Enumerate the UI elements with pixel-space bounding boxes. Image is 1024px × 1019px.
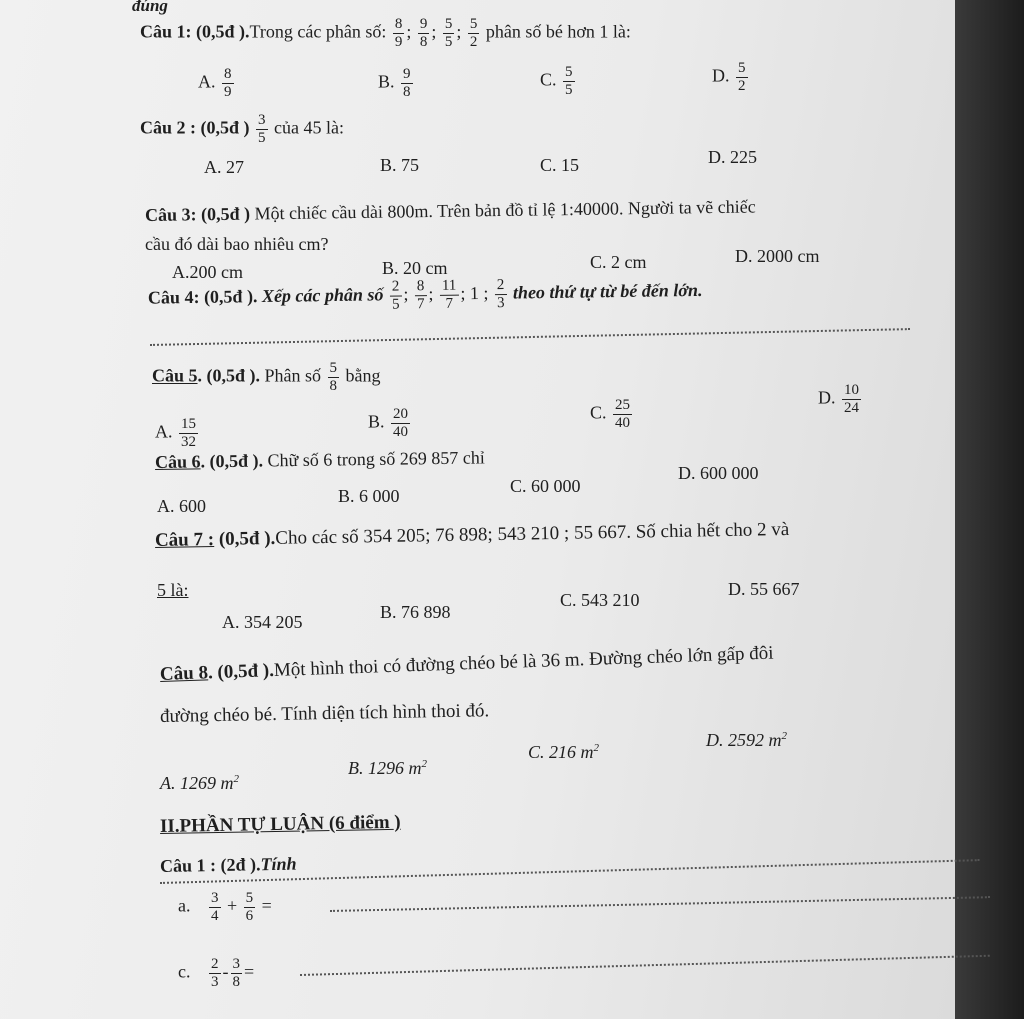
fraction: $\frac{9}{8}$	[419, 16, 428, 50]
question-2: Câu 2 : (0,5đ ) $\frac{3}{5}$ của 45 là:	[140, 112, 344, 146]
question-5: Câu 5. (0,5đ ). Phân số $\frac{5}{8}$ bằng	[152, 360, 381, 394]
fraction: $\frac{8}{9}$	[394, 16, 403, 50]
q1-option-b[interactable]: B. $\frac{9}{8}$	[378, 66, 411, 100]
exercise-c: c. $\frac{2}{3}$ - $\frac{3}{8}$ =	[178, 956, 255, 990]
q7-option-c[interactable]: C. 543 210	[560, 590, 640, 610]
question-8: Câu 8. (0,5đ ).Một hình thoi có đường chéo bé là 36 m. Đường chéo lớn gấp đôi	[159, 642, 774, 685]
q5-option-b[interactable]: B. $\frac{20}{40}$	[368, 406, 409, 440]
q1-option-c[interactable]: C. $\frac{5}{5}$	[540, 64, 573, 98]
header-fragment: đúng	[132, 0, 168, 15]
q3-option-c[interactable]: C. 2 cm	[590, 252, 647, 272]
q2-option-d[interactable]: D. 225	[708, 147, 757, 167]
question-7-line2: 5 là:	[157, 580, 189, 600]
question-6: Câu 6. (0,5đ ). Chữ số 6 trong số 269 857 chỉ	[154, 447, 485, 472]
question-3: Câu 3: (0,5đ ) Một chiếc cầu dài 800m. Trên bản đồ tỉ lệ 1:40000. Người ta vẽ chiếc	[144, 196, 756, 225]
q2-option-b[interactable]: B. 75	[380, 155, 420, 175]
q5-option-d[interactable]: D. $\frac{10}{24}$	[818, 382, 859, 416]
question-7: Câu 7 : (0,5đ ).Cho các số 354 205; 76 898; 543 210 ; 55 667. Số chia hết cho 2 và	[154, 518, 790, 551]
exercise-a: a. $\frac{3}{4}$ + $\frac{5}{6}$ =	[178, 890, 272, 924]
q7-option-a[interactable]: A. 354 205	[222, 612, 303, 632]
question-8-line2: đường chéo bé. Tính diện tích hình thoi đó.	[159, 700, 490, 727]
fraction: $\frac{5}{5}$	[444, 16, 453, 50]
q2-option-a[interactable]: A. 27	[204, 157, 244, 177]
q5-option-c[interactable]: C. $\frac{25}{40}$	[590, 397, 631, 431]
q5-option-a[interactable]: A. $\frac{15}{32}$	[155, 416, 196, 450]
q6-option-a[interactable]: A. 600	[157, 496, 206, 516]
q8-option-b[interactable]: B. 1296 $m^2$	[348, 758, 427, 778]
essay-question-1: Câu 1 : (2đ ).Tính	[159, 853, 297, 876]
q2-option-c[interactable]: C. 15	[540, 155, 580, 175]
q3-option-d[interactable]: D. 2000 cm	[735, 246, 820, 266]
q7-option-d[interactable]: D. 55 667	[728, 579, 800, 599]
q8-option-a[interactable]: A. 1269 $m^2$	[160, 773, 239, 793]
q7-option-b[interactable]: B. 76 898	[380, 602, 451, 622]
q8-option-c[interactable]: C. 216 $m^2$	[528, 742, 600, 762]
q1-option-d[interactable]: D. $\frac{5}{2}$	[712, 60, 746, 94]
q6-option-b[interactable]: B. 6 000	[338, 486, 400, 506]
section-title: II.PHẦN TỰ LUẬN (6 điểm )	[159, 811, 401, 837]
background-edge	[955, 0, 1024, 1019]
question-1: Câu 1: (0,5đ ).Trong các phân số: $\frac{8}{9}$ ; $\frac{9}{8}$ ; $\frac{5}{5}$ ; $\frac{5}{2}$ phân số bé hơn 1 là:	[140, 16, 631, 50]
q1-option-a[interactable]: A. $\frac{8}{9}$	[198, 66, 232, 100]
q3-option-b[interactable]: B. 20 cm	[382, 258, 448, 278]
q6-option-d[interactable]: D. 600 000	[678, 463, 759, 483]
q8-option-d[interactable]: D. 2592 $m^2$	[706, 730, 787, 750]
q3-option-a[interactable]: A.200 cm	[172, 262, 243, 282]
q6-option-c[interactable]: C. 60 000	[510, 476, 581, 496]
fraction: $\frac{5}{2}$	[469, 16, 478, 50]
question-3-line2: cầu đó dài bao nhiêu cm?	[145, 234, 329, 254]
question-4: Câu 4: (0,5đ ). Xếp các phân số $\frac{2}{5}$ ; $\frac{8}{7}$ ; $\frac{11}{7}$ ; 1 ; $\frac{2}{3}$ theo thứ tự từ bé đến lớn.	[147, 277, 703, 313]
